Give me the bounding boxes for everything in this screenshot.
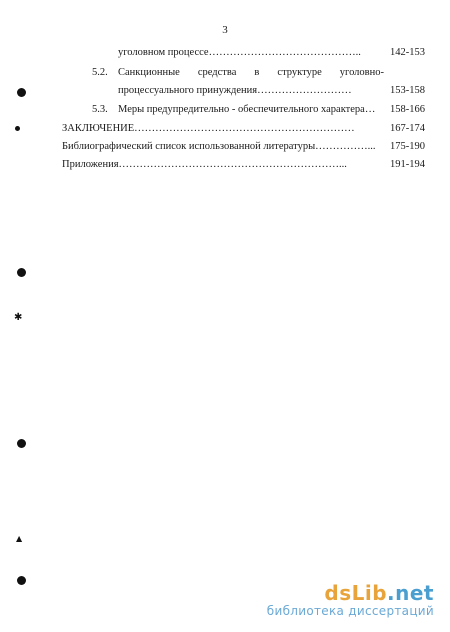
watermark-subtitle: библиотека диссертаций <box>266 604 434 618</box>
toc-entry-pages: 142-153 <box>390 47 425 58</box>
toc-entry-text-line2: процессуального принуждения……………………… <box>118 85 352 96</box>
punch-hole-dot <box>17 439 26 448</box>
watermark-logo: dsLib.net <box>324 581 434 605</box>
punch-hole-dot <box>17 576 26 585</box>
toc-entry-pages: 167-174 <box>390 123 425 134</box>
toc-entry-text: Библиографический список использованной литературы……………... <box>62 141 376 152</box>
scan-triangle-icon: ▲ <box>16 534 23 543</box>
toc-entry-pages: 175-190 <box>390 141 425 152</box>
punch-hole-dot <box>15 126 20 131</box>
toc-entry-text: уголовном процессе…………………………………….. <box>118 47 361 58</box>
punch-hole-dot <box>17 268 26 277</box>
toc-entry-text: ЗАКЛЮЧЕНИЕ……………………………………………………… <box>62 123 355 134</box>
toc-entry-pages: 158-166 <box>390 104 425 115</box>
toc-entry-number: 5.2. <box>92 67 108 78</box>
watermark <box>267 582 434 618</box>
toc-entry-pages: 191-194 <box>390 159 425 170</box>
page-number: 3 <box>222 24 228 36</box>
punch-hole-dot <box>17 88 26 97</box>
toc-entry-pages: 153-158 <box>390 85 425 96</box>
scan-speck-icon: ✱ <box>14 312 23 323</box>
toc-entry-text-line1: Санкционные средства в структуре уголовно- <box>118 67 384 78</box>
toc-entry-number: 5.3. <box>92 104 108 115</box>
toc-entry-text: Меры предупредительно - обеспечительного характера… <box>118 104 376 115</box>
toc-entry-text: Приложения………………………………………………………... <box>62 159 347 170</box>
